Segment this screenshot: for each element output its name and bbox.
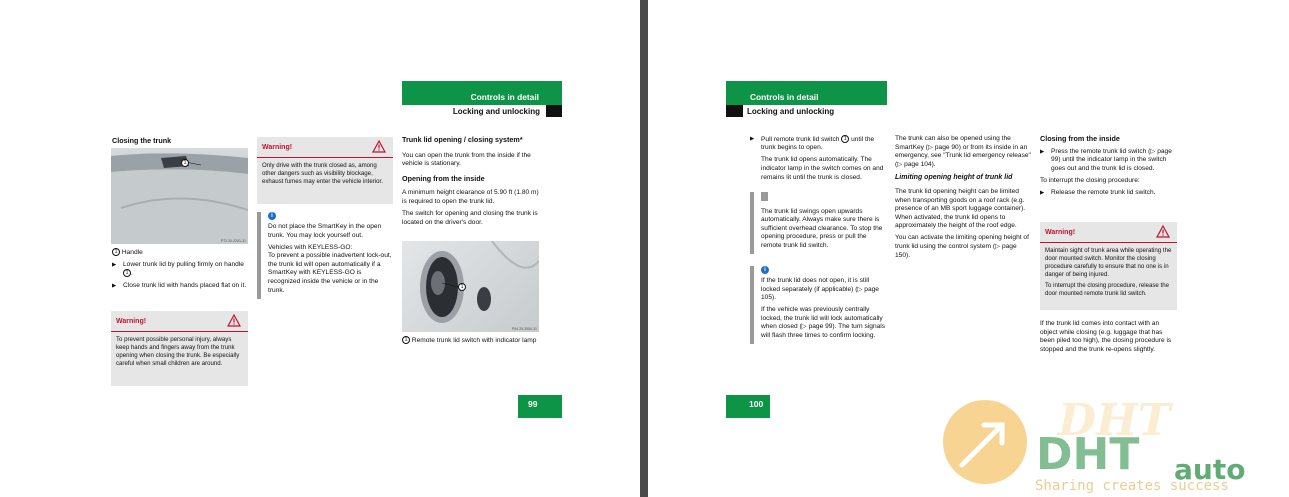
step-close-trunk: ▶ Close trunk lid with hands placed flat on it. bbox=[112, 282, 248, 291]
watermark-tagline: Sharing creates success bbox=[1035, 478, 1229, 494]
limit-height-title: Limiting opening height of trunk lid bbox=[895, 174, 1013, 182]
interrupt-text: To interrupt the closing procedure: bbox=[1040, 176, 1140, 184]
photo-callout: 1 bbox=[458, 283, 466, 291]
col3-text bbox=[1040, 135, 1178, 201]
info-icon: i bbox=[268, 212, 276, 220]
warning-text: To prevent possible personal injury, always keep hands and fingers away from the trunk opening when closing the trunk. Be especially careful when small children are around. bbox=[116, 336, 240, 368]
watermark-main-text: DHT bbox=[1036, 429, 1140, 480]
trunk-system-title: Trunk lid opening / closing system* bbox=[402, 135, 523, 144]
door-switch-illustration bbox=[402, 241, 539, 332]
photo-caption: 1 Handle bbox=[112, 248, 248, 257]
auto-open-text: The trunk lid opens automatically. The indicator lamp in the switch comes on and remains lit until the trunk is closed. bbox=[761, 156, 884, 181]
smartkey-open-text: The trunk can also be opened using the SmartKey (▷ page 90) or from its inside in an emergency, see "Trunk lid emergency release" (▷ page 104). bbox=[895, 135, 1031, 168]
trunk-system-intro: You can open the trunk from the inside if the vehicle is stationary. bbox=[402, 151, 531, 168]
col2-text bbox=[895, 135, 1033, 264]
warning-text: Maintain sight of trunk area while operating the door mounted switch. Monitor the closing procedure carefully to ensure that no one is in danger of being injured. To interrupt the closing procedure, release the door mounted remote trunk lid switch. bbox=[1045, 247, 1172, 298]
info-text: Do not place the SmartKey in the open trunk. You may lock yourself out. bbox=[268, 223, 382, 239]
info-icon: i bbox=[761, 266, 769, 274]
info-text: If the trunk lid does not open, it is still locked separately (if applicable) (▷ page 105). bbox=[761, 277, 879, 302]
step-pull-switch: ▶ Pull remote trunk lid switch 1 until the trunk begins to open. bbox=[750, 135, 887, 153]
note-marker-icon bbox=[761, 192, 768, 201]
warning-label: Warning! bbox=[1045, 229, 1076, 236]
warning-box bbox=[1040, 222, 1177, 310]
warning-header bbox=[111, 311, 248, 332]
switch-location-text: The switch for opening and closing the trunk is located on the driver's door. bbox=[402, 210, 538, 226]
watermark-word-text: auto bbox=[1174, 453, 1246, 486]
page-number: 100 bbox=[726, 395, 770, 418]
warning-label: Warning! bbox=[262, 144, 293, 151]
door-switch-photo bbox=[402, 241, 539, 332]
header-tab bbox=[726, 105, 743, 117]
subsection-title: Locking and unlocking bbox=[747, 107, 835, 116]
subsection-title: Locking and unlocking bbox=[452, 107, 540, 116]
step-release-switch: ▶ Release the remote trunk lid switch. bbox=[1040, 189, 1178, 198]
contact-stop-text: If the trunk lid comes into contact with an object while closing (e.g. luggage that has been piled too high), the closing procedure is stopped and the trunk re-opens slightly. bbox=[1040, 320, 1172, 353]
clearance-text: A minimum height clearance of 5.90 ft (1.80 m) is required to open the trunk lid. bbox=[402, 189, 539, 205]
step-press-switch: ▶ Press the remote trunk lid switch (▷ page 99) until the indicator lamp in the switch goes out and the trunk lid is closed. bbox=[1040, 148, 1178, 174]
opening-inside-title: Opening from the inside bbox=[402, 173, 485, 183]
caution-note bbox=[750, 192, 887, 254]
watermark-logo bbox=[940, 395, 1289, 497]
photo-caption: 1 Remote trunk lid switch with indicator lamp bbox=[402, 336, 542, 349]
watermark-top-text: DHT bbox=[1058, 395, 1171, 446]
subsection-header bbox=[726, 105, 887, 117]
warning-header bbox=[1040, 222, 1177, 243]
subsection-header bbox=[402, 105, 562, 117]
info-keyless: Vehicles with KEYLESS-GO: To prevent a possible inadvertent lock-out, the trunk lid will open automatically if a SmartKey with KEYLESS-GO is recognized inside the vehicle or in the trunk. bbox=[268, 243, 392, 294]
warning-box bbox=[111, 311, 248, 386]
warning-triangle-icon bbox=[1156, 225, 1170, 238]
warning-text: Only drive with the trunk closed as, among other dangers such as visibility blockage, exhaust fumes may enter the vehicle interior. bbox=[262, 162, 383, 186]
warning-triangle-icon bbox=[372, 140, 386, 153]
trunk-handle-illustration bbox=[111, 148, 248, 244]
header-tab bbox=[546, 105, 562, 117]
warning-header bbox=[257, 137, 393, 158]
section-title: Controls in detail bbox=[750, 92, 819, 102]
section-title: Controls in detail bbox=[470, 92, 539, 102]
info-note bbox=[750, 266, 887, 344]
photo-code: P72.20-2201-31 bbox=[220, 239, 246, 243]
left-page bbox=[0, 0, 640, 497]
page-number: 99 bbox=[518, 395, 562, 418]
col1-text bbox=[112, 248, 248, 294]
watermark-arrow-icon bbox=[940, 397, 1030, 487]
step-lower-trunk: ▶ Lower trunk lid by pulling firmly on handle 1 . bbox=[112, 261, 248, 279]
closing-inside-title: Closing from the inside bbox=[1040, 134, 1120, 143]
note-text: The trunk lid swings open upwards automatically. Always make sure there is sufficient overhead clearance. To stop the opening procedure, press or pull the remote trunk lid switch. bbox=[761, 207, 883, 249]
col1-text bbox=[750, 135, 887, 186]
warning-triangle-icon bbox=[227, 314, 241, 327]
closing-trunk-title: Closing the trunk bbox=[112, 136, 172, 145]
section-header bbox=[402, 81, 562, 105]
photo-callout: 1 bbox=[181, 159, 189, 167]
warning-label: Warning! bbox=[116, 318, 147, 325]
section-header bbox=[726, 81, 887, 105]
limit-height-text: The trunk lid opening height can be limited when transporting goods on a roof rack (e.g. presence of an MB sport luggage container). When activated, the trunk lid opens to approximately the height of the roof edge. bbox=[895, 187, 1026, 230]
info-note bbox=[257, 212, 393, 299]
info-text-2: If the vehicle was previously centrally locked, the trunk lid will lock automatically when closed (▷ page 99). The turn signals will flash three times to confirm locking. bbox=[761, 306, 886, 340]
trunk-handle-photo bbox=[111, 148, 248, 244]
right-page bbox=[648, 0, 1289, 497]
limit-activate-text: You can activate the limiting opening height of trunk lid using the control system (▷ page 150). bbox=[895, 234, 1029, 259]
warning-box bbox=[257, 137, 393, 204]
col3-text bbox=[402, 136, 542, 231]
photo-code: P54.25-3050-31 bbox=[511, 327, 537, 331]
